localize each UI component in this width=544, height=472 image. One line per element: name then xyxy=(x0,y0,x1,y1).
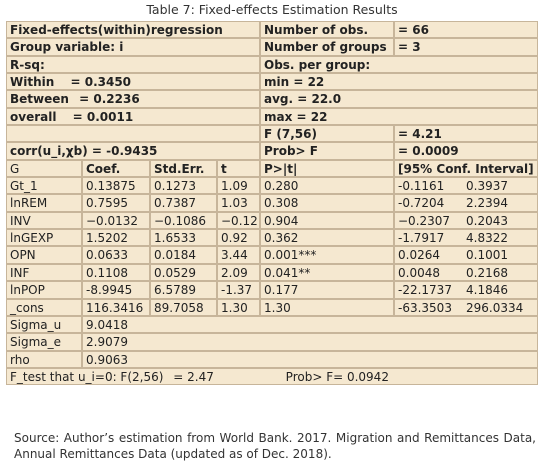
conf-low: 0.0048 xyxy=(398,265,440,280)
table-row xyxy=(6,264,538,281)
conf-low: -0.7204 xyxy=(398,196,445,211)
coef-value: 0.1108 xyxy=(82,264,150,281)
conf-high: 2.2394 xyxy=(466,196,508,211)
conf-interval xyxy=(394,264,538,281)
conf-high: 296.0334 xyxy=(466,300,524,315)
stderr-value: 0.0184 xyxy=(150,246,217,263)
table-row xyxy=(6,246,538,263)
f-stat-label: F (7,56) xyxy=(260,125,394,142)
table-row xyxy=(6,194,538,211)
header-row xyxy=(6,90,538,107)
rsq-within xyxy=(6,73,260,90)
table-row xyxy=(6,281,538,298)
conf-low: 0.0264 xyxy=(398,248,440,263)
col-pvalue: P>|t| xyxy=(260,160,394,177)
variable-name: OPN xyxy=(6,246,82,263)
stderr-value: 1.6533 xyxy=(150,229,217,246)
header-row xyxy=(6,56,538,73)
ftest-cell xyxy=(6,368,538,385)
groups-label: Number of groups xyxy=(260,38,394,55)
coef-value: 0.13875 xyxy=(82,177,150,194)
header-row xyxy=(6,142,538,159)
obs-label: Number of obs. xyxy=(260,21,394,38)
conf-high: 0.2043 xyxy=(466,213,508,228)
stat-label: rho xyxy=(6,351,82,368)
rsq-between xyxy=(6,90,260,107)
conf-high: 0.2168 xyxy=(466,265,508,280)
col-conf-interval: [95% Conf. Interval] xyxy=(394,160,538,177)
variable-name: lnREM xyxy=(6,194,82,211)
ftest-value: = 2.47 xyxy=(173,369,214,384)
p-value: 0.904 xyxy=(260,212,394,229)
conf-interval xyxy=(394,299,538,316)
column-header-row xyxy=(6,160,538,177)
rsq-label: R-sq: xyxy=(6,56,260,73)
coef-value: 1.5202 xyxy=(82,229,150,246)
coef-value: 116.3416 xyxy=(82,299,150,316)
stat-label: Sigma_e xyxy=(6,333,82,350)
col-t: t xyxy=(217,160,260,177)
t-value: 1.30 xyxy=(217,299,260,316)
p-value: 0.280 xyxy=(260,177,394,194)
stat-row xyxy=(6,333,538,350)
coef-value: -8.9945 xyxy=(82,281,150,298)
p-value: 0.041** xyxy=(260,264,394,281)
variable-name: INF xyxy=(6,264,82,281)
conf-high: 4.8322 xyxy=(466,231,508,246)
rsq-between-label: Between xyxy=(10,92,69,107)
conf-interval xyxy=(394,212,538,229)
rsq-overall-label: overall xyxy=(10,109,57,124)
variable-name: _cons xyxy=(6,299,82,316)
rsq-between-value: = 0.2236 xyxy=(79,92,140,107)
stderr-value: 6.5789 xyxy=(150,281,217,298)
variable-name: lnPOP xyxy=(6,281,82,298)
p-value: 0.001*** xyxy=(260,246,394,263)
t-value: −0.12 xyxy=(217,212,260,229)
ftest-label: F_test that u_i=0: F(2,56) xyxy=(10,369,164,384)
conf-interval xyxy=(394,281,538,298)
table-row xyxy=(6,299,538,316)
model-title: Fixed-effects(within)regression xyxy=(6,21,260,38)
t-value: 2.09 xyxy=(217,264,260,281)
ftest-prob: Prob> F= 0.0942 xyxy=(285,369,389,384)
variable-name: INV xyxy=(6,212,82,229)
table-row xyxy=(6,212,538,229)
table-caption: Table 7: Fixed-effects Estimation Results xyxy=(146,2,398,17)
corr-value: corr(u_i,χb) = -0.9435 xyxy=(6,142,260,159)
t-value: 1.03 xyxy=(217,194,260,211)
obs-value: = 66 xyxy=(394,21,538,38)
conf-high: 0.3937 xyxy=(466,179,508,194)
variable-name: lnGEXP xyxy=(6,229,82,246)
header-row xyxy=(6,125,538,142)
t-value: 1.09 xyxy=(217,177,260,194)
stderr-value: 0.0529 xyxy=(150,264,217,281)
stat-row xyxy=(6,351,538,368)
t-value: 0.92 xyxy=(217,229,260,246)
conf-interval xyxy=(394,246,538,263)
conf-high: 0.1001 xyxy=(466,248,508,263)
groups-value: = 3 xyxy=(394,38,538,55)
conf-low: -22.1737 xyxy=(398,283,452,298)
stderr-value: 89.7058 xyxy=(150,299,217,316)
stat-value: 0.9063 xyxy=(82,351,538,368)
source-note: Source: Author’s estimation from World Bank. 2017. Migration and Remittances Data, Annual Remittances Data (updated as of Dec. 2018). xyxy=(14,431,536,461)
conf-interval xyxy=(394,194,538,211)
variable-name: Gt_1 xyxy=(6,177,82,194)
table-row xyxy=(6,229,538,246)
obs-min: min = 22 xyxy=(260,73,538,90)
coef-value: 0.7595 xyxy=(82,194,150,211)
p-value: 0.308 xyxy=(260,194,394,211)
p-value: 0.362 xyxy=(260,229,394,246)
obs-max: max = 22 xyxy=(260,108,538,125)
empty-cell xyxy=(6,125,260,142)
stat-row xyxy=(6,316,538,333)
rsq-within-value: = 0.3450 xyxy=(70,75,132,90)
conf-high: 4.1846 xyxy=(466,283,508,298)
rsq-overall-value: = 0.0011 xyxy=(72,109,134,124)
obs-per-group-label: Obs. per group: xyxy=(260,56,538,73)
conf-low: −0.2307 xyxy=(398,213,451,228)
conf-low: -63.3503 xyxy=(398,300,452,315)
results-table xyxy=(6,21,538,385)
ftest-row xyxy=(6,368,538,385)
obs-avg: avg. = 22.0 xyxy=(260,90,538,107)
conf-low: -0.1161 xyxy=(398,179,445,194)
rsq-within-label: Within xyxy=(10,75,55,90)
prob-f-value: = 0.0009 xyxy=(394,142,538,159)
col-variable: G xyxy=(6,160,82,177)
rsq-overall xyxy=(6,108,260,125)
conf-interval xyxy=(394,229,538,246)
table-row xyxy=(6,177,538,194)
header-row xyxy=(6,21,538,38)
stat-value: 9.0418 xyxy=(82,316,538,333)
f-stat-value: = 4.21 xyxy=(394,125,538,142)
stderr-value: 0.1273 xyxy=(150,177,217,194)
coef-value: 0.0633 xyxy=(82,246,150,263)
prob-f-label: Prob> F xyxy=(260,142,394,159)
stat-value: 2.9079 xyxy=(82,333,538,350)
stderr-value: −0.1086 xyxy=(150,212,217,229)
stat-label: Sigma_u xyxy=(6,316,82,333)
header-row xyxy=(6,38,538,55)
t-value: 3.44 xyxy=(217,246,260,263)
stderr-value: 0.7387 xyxy=(150,194,217,211)
p-value: 1.30 xyxy=(260,299,394,316)
conf-low: -1.7917 xyxy=(398,231,445,246)
conf-interval xyxy=(394,177,538,194)
header-row xyxy=(6,73,538,90)
p-value: 0.177 xyxy=(260,281,394,298)
header-row xyxy=(6,108,538,125)
col-stderr: Std.Err. xyxy=(150,160,217,177)
coef-value: −0.0132 xyxy=(82,212,150,229)
group-variable: Group variable: i xyxy=(6,38,260,55)
col-coef: Coef. xyxy=(82,160,150,177)
t-value: -1.37 xyxy=(217,281,260,298)
